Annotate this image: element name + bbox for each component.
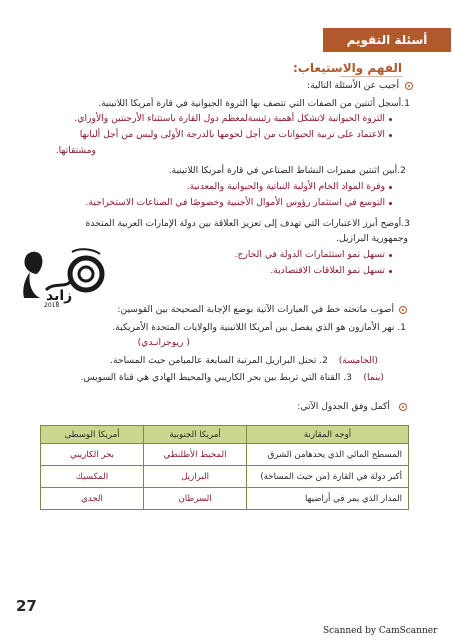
question-bullet-icon: [399, 403, 407, 411]
table-header-row: [41, 426, 409, 444]
table-row: [41, 488, 409, 510]
table-cell: المكسيك: [41, 466, 144, 488]
q1-intro: أجيب عن الأسئلة التالية:: [306, 80, 399, 91]
q1-item2-answer2: التوسع في استثمار رؤوس الأموال الأجنبية وخصوصًا في الصناعات الاستخراجية.: [85, 197, 385, 208]
table-row: [41, 466, 409, 488]
q1-item3-answer1: تسهل نمو استثمارات الدولة في الخارج.: [234, 249, 385, 260]
q3-intro: أكمل وفق الجدول الآتي:: [297, 401, 390, 412]
section-title: الفهم والاستيعاب:: [292, 61, 402, 75]
comparison-table: [40, 425, 409, 510]
answer-dot-icon: [389, 134, 392, 137]
q1-item1-answer2: الاعتماد على تربية الحيوانات من أجل لحومها بالدرجة الأولى وليس من أجل ألبانها: [79, 129, 385, 140]
answer-dot-icon: [389, 186, 392, 189]
q1-item2-answer1: وفرة المواد الخام الأولية النباتية والحيوانية والمعدنية.: [186, 181, 385, 192]
table-cell: المسطح المائي الذي يحدهامن الشرق: [247, 444, 409, 466]
q1-item1-question: 1.أسجل أثنتين من الصفات التي تتصف بها الثروة الحيوانية في قارة أمريكا اللاتينية.: [98, 98, 410, 109]
table-header-cell: أمريكا الجنوبية: [144, 426, 247, 444]
q1-item3-answer2: تسهل نمو العلاقات الاقتصادية.: [270, 265, 385, 276]
q1-item1-answer3: ومشتقاتها.: [55, 145, 96, 156]
q2-intro: أصوب ماتحته خط في العبارات الآتية بوضع الإجابة الصحيحة بين القوسين:: [117, 304, 394, 315]
page-header-title: أسئلة التقويم: [346, 33, 428, 47]
table-cell: أكبر دولة في القارة (من حيث المساحة): [247, 466, 409, 488]
table-cell: السرطان: [144, 488, 247, 510]
question-bullet-icon: [405, 82, 413, 90]
table-cell: المدار الذي يمر في أراضيها: [247, 488, 409, 510]
question-bullet-icon: [399, 306, 407, 314]
stamp-year: 2018: [44, 302, 60, 309]
q2-item3-answer: (بنما): [363, 372, 384, 383]
q1-item3-question-cont: وجمهورية البرازيل.: [336, 233, 408, 244]
q2-item1-answer: ( ريوجرانـدي): [137, 337, 190, 348]
page-number: 27: [16, 597, 37, 615]
q2-item2-text: 2. تحتل البرازيل المرتبة السابعة عالميامن حيث المساحة.: [110, 355, 328, 366]
q1-item3-question: 3.أوضح أبرز الاعتبارات التي تهدف إلى تعزيز العلاقة بين دولة الإمارات العربية المتحدة: [85, 218, 410, 229]
q2-item1-text: 1. نهر الأمازون هو الذي يفصل بين أمريكا اللاتينية والولايات المتحدة الأمريكية.: [112, 322, 406, 333]
q1-item2-question: 2.أبين اثنتين مميزات النشاط الصناعي في قارة أمريكا اللاتينية.: [168, 165, 406, 176]
table-header-cell: أوجه المقارنة: [247, 426, 409, 444]
table-cell: البرازيل: [144, 466, 247, 488]
answer-dot-icon: [389, 118, 392, 121]
table-row: [41, 444, 409, 466]
table-cell: الجدي: [41, 488, 144, 510]
answer-dot-icon: [389, 270, 392, 273]
zayed-stamp-logo: [12, 244, 120, 310]
q1-item1-answer1: الثروة الحيوانية لاتشكل أهمية رئيسةلمعظم دول القارة باستثناء الأرجنتين والأوراي.: [74, 113, 385, 124]
scanner-watermark: Scanned by CamScanner: [323, 626, 438, 636]
answer-dot-icon: [389, 202, 392, 205]
answer-dot-icon: [389, 254, 392, 257]
q2-item2-answer: (الخامسة): [338, 355, 378, 366]
q2-item3-text: 3. القناة التي تربط بين بحر الكاريبي والمحيط الهادي هي قناة السويس.: [80, 372, 352, 383]
table-cell: المحيط الأطلنطي: [144, 444, 247, 466]
table-header-cell: أمريكا الوسطى: [41, 426, 144, 444]
stamp-name: زايد: [46, 288, 73, 304]
table-cell: بحر الكاريبي: [41, 444, 144, 466]
section-underline: [340, 76, 402, 77]
